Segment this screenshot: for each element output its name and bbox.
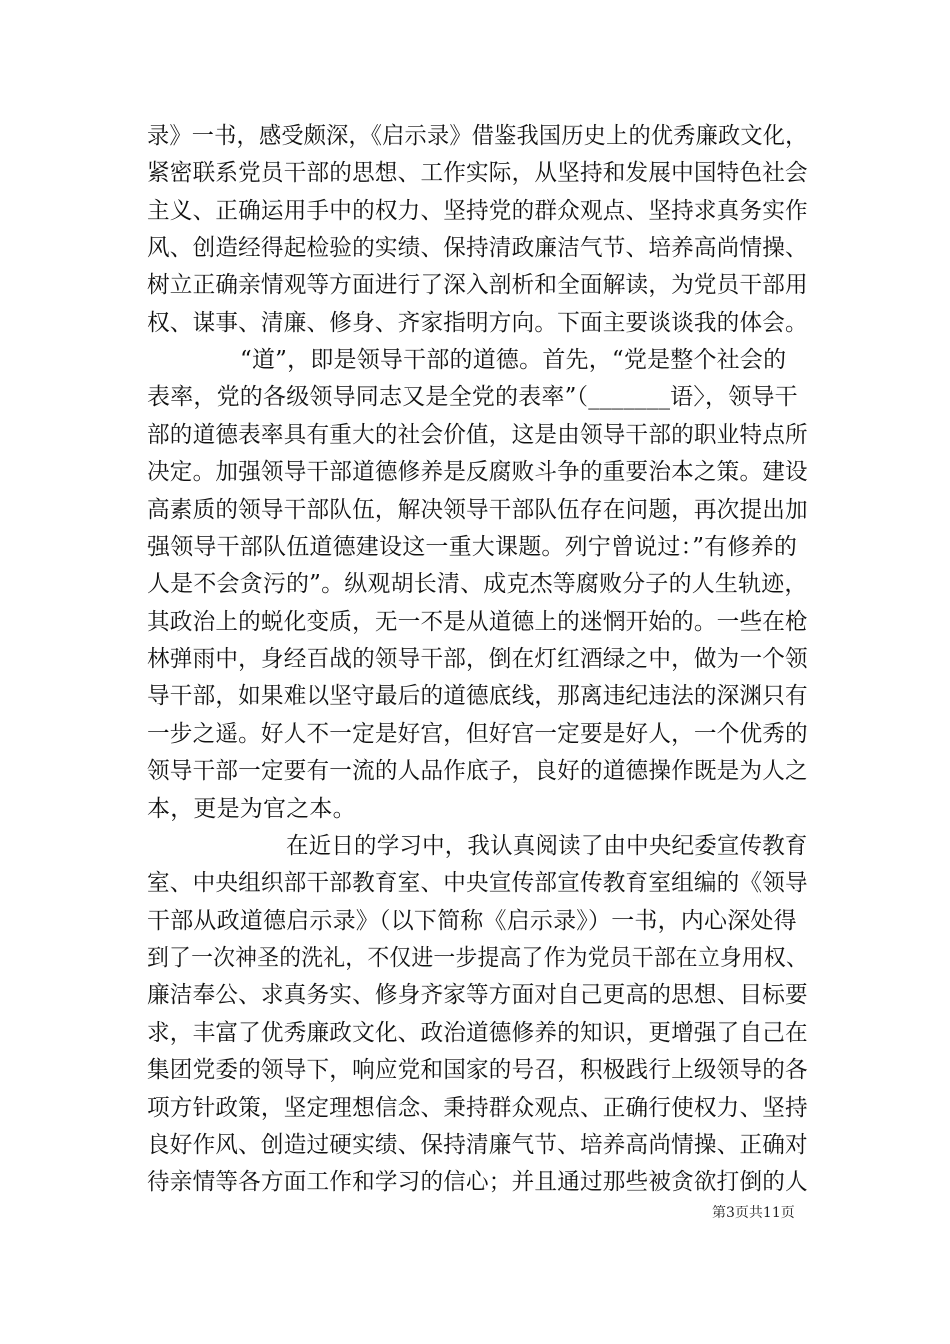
paragraph-first-line: “道”，即是领导干部的道德。首先，“党是整个社会的 [240, 347, 787, 373]
text-line: 求，丰富了优秀廉政文化、政治道德修养的知识，更增强了自己在 [147, 1020, 808, 1046]
text-line: 项方针政策，坚定理想信念、秉持群众观点、正确行使权力、坚持 [147, 1095, 808, 1121]
text-line: 主义、正确运用手中的权力、坚持党的群众观点、坚持求真务实作 [147, 198, 808, 224]
text-line: 林弹雨中，身经百战的领导干部，倒在灯红酒绿之中，做为一个领 [147, 646, 808, 672]
text-line: 集团党委的领导下，响应党和国家的号召，积极践行上级领导的各 [147, 1057, 808, 1083]
text-line: 强领导干部队伍道德建设这一重大课题。列宁曾说过：”有修养的 [147, 534, 798, 560]
text-line: 录》一书，感受颇深，《启示录》借鉴我国历史上的优秀廉政文化， [147, 123, 808, 149]
text-line: 人是不会贪污的”。纵观胡长清、成克杰等腐败分子的人生轨迹， [147, 571, 808, 597]
page-number-footer: 第3页共11页 [712, 1205, 795, 1221]
text-line: 干部从政道德启示录》（以下简称《启示录》）一书，内心深处得 [147, 908, 797, 934]
text-line: 领导干部一定要有一流的人品作底子，良好的道德操作既是为人之 [147, 758, 808, 784]
paragraph-first-line: 在近日的学习中，我认真阅读了由中央纪委宣传教育 [286, 833, 808, 859]
text-line: 室、中央组织部干部教育室、中央宣传部宣传教育室组编的《领导 [147, 870, 808, 896]
text-line: 良好作风、创造过硬实绩、保持清廉气节、培养高尚情操、正确对 [147, 1132, 808, 1158]
text-line: 一步之遥。好人不一定是好宫，但好宫一定要是好人，一个优秀的 [147, 721, 808, 747]
text-line: 部的道德表率具有重大的社会价值，这是由领导干部的职业特点所 [147, 422, 808, 448]
text-line: 决定。加强领导干部道德修养是反腐败斗争的重要治本之策。建设 [147, 459, 808, 485]
text-line: 高素质的领导干部队伍，解决领导干部队伍存在问题，再次提出加 [147, 497, 808, 523]
text-line: 到了一次神圣的洗礼，不仅进一步提高了作为党员干部在立身用权、 [147, 945, 808, 971]
text-line: 风、创造经得起检验的实绩、保持清政廉洁气节、培养高尚情操、 [147, 235, 808, 261]
text-line: 树立正确亲情观等方面进行了深入剖析和全面解读，为党员干部用 [147, 272, 808, 298]
text-line: 本，更是为官之本。 [147, 796, 356, 822]
text-line: 待亲情等各方面工作和学习的信心；并且通过那些被贪欲打倒的人 [147, 1169, 808, 1195]
text-line: 表率，党的各级领导同志又是全党的表率”（_______语〉，领导干 [147, 384, 798, 410]
text-line: 其政治上的蜕化变质，无一不是从道德上的迷惘开始的。一些在枪 [147, 609, 808, 635]
text-line: 紧密联系党员干部的思想、工作实际，从坚持和发展中国特色社会 [147, 160, 808, 186]
text-line: 廉洁奉公、求真务实、修身齐家等方面对自己更高的思想、目标要 [147, 982, 808, 1008]
text-line: 权、谋事、清廉、修身、齐家指明方向。下面主要谈谈我的体会。 [147, 310, 808, 336]
text-line: 导干部，如果难以坚守最后的道德底线，那离违纪违法的深渊只有 [147, 683, 808, 709]
